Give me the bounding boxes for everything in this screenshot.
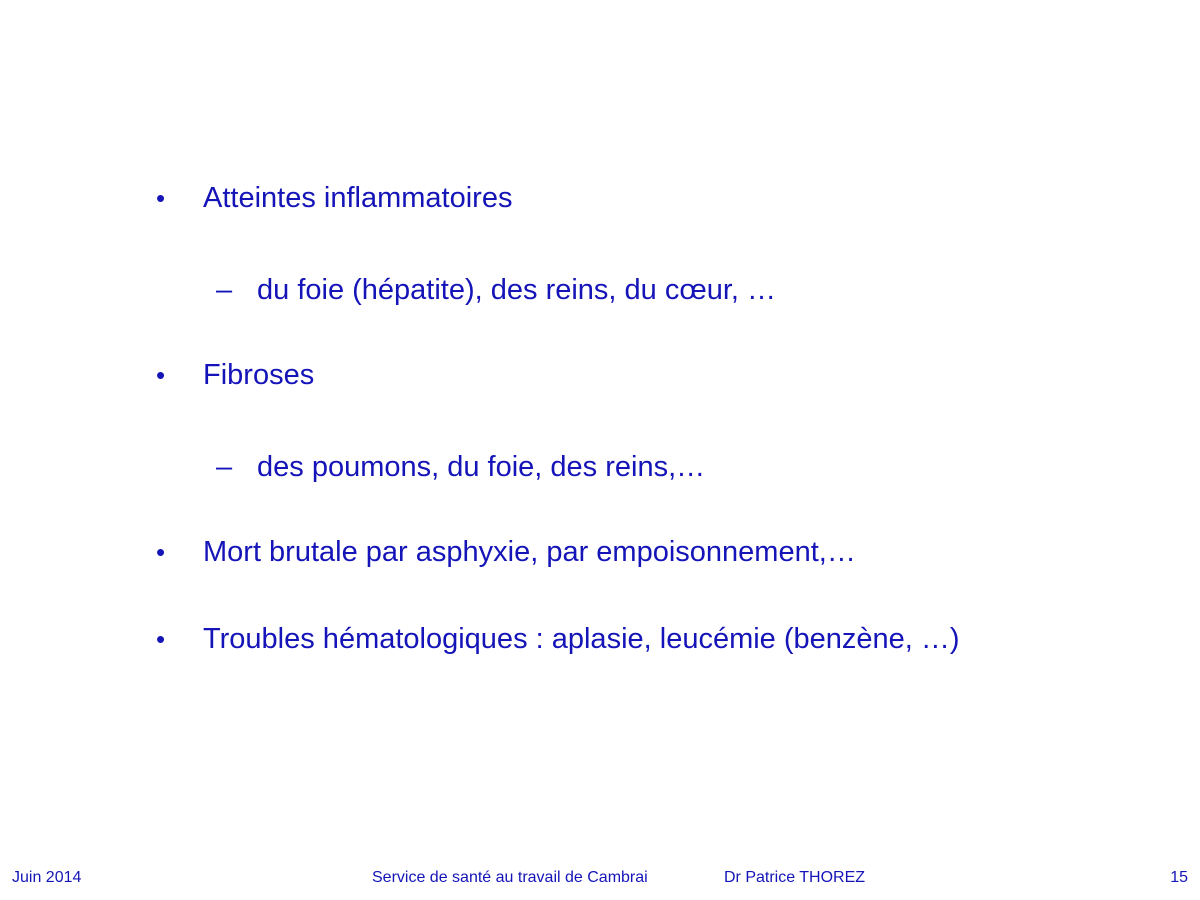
sub-bullet-marker: – <box>216 451 233 483</box>
bullet-marker: • <box>156 537 166 567</box>
footer-organization: Service de santé au travail de Cambrai <box>372 869 648 886</box>
bullet-text: Mort brutale par asphyxie, par empoisonnement,… <box>203 536 856 568</box>
footer-page-number: 15 <box>1170 869 1188 886</box>
sub-bullet-marker: – <box>216 274 233 306</box>
footer-date: Juin 2014 <box>12 869 82 886</box>
sub-bullet-text: des poumons, du foie, des reins,… <box>257 451 706 483</box>
bullet-text: Troubles hématologiques : aplasie, leucémie (benzène, …) <box>203 623 960 655</box>
bullet-marker: • <box>156 183 166 213</box>
sub-bullet-text: du foie (hépatite), des reins, du cœur, … <box>257 274 777 306</box>
bullet-marker: • <box>156 360 166 390</box>
bullet-text: Fibroses <box>203 359 315 391</box>
footer-author: Dr Patrice THOREZ <box>724 869 866 886</box>
bullet-text: Atteintes inflammatoires <box>203 182 513 214</box>
bullet-marker: • <box>156 624 166 654</box>
